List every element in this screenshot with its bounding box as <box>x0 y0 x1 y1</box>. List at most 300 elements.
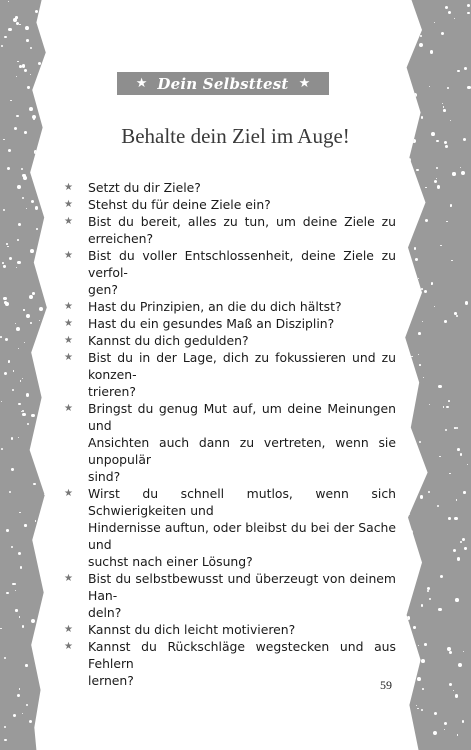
list-item-text <box>88 485 396 570</box>
splatter-speck <box>31 200 34 203</box>
splatter-speck <box>450 204 452 206</box>
list-item-line: Ansichten auch dann zu vertreten, wenn sie unpopulär <box>88 435 396 467</box>
splatter-speck <box>29 295 33 299</box>
star-bullet-icon: ★ <box>64 488 73 499</box>
splatter-speck <box>429 598 432 601</box>
list-item-line: Bist du selbstbewusst und überzeugt von deinem Han- <box>88 571 396 603</box>
splatter-speck <box>26 39 29 42</box>
splatter-speck <box>438 385 442 389</box>
splatter-speck <box>1 448 3 450</box>
splatter-speck <box>18 223 21 226</box>
list-item-line: Bist du in der Lage, dich zu fokussieren und zu konzen- <box>88 350 396 382</box>
splatter-speck <box>18 437 19 438</box>
splatter-speck <box>411 356 413 358</box>
splatter-speck <box>30 47 32 49</box>
splatter-speck <box>463 651 464 652</box>
list-item-line: Kannst du Rückschläge wegstecken und aus Fehlern <box>88 639 396 671</box>
splatter-speck <box>455 598 459 602</box>
star-bullet-icon: ★ <box>64 182 73 193</box>
list-item <box>64 332 396 349</box>
splatter-speck <box>462 538 465 541</box>
splatter-speck <box>44 424 46 426</box>
splatter-speck <box>416 169 418 171</box>
splatter-speck <box>35 206 38 209</box>
splatter-speck <box>447 87 449 89</box>
splatter-speck <box>15 609 17 611</box>
splatter-speck <box>455 694 459 698</box>
splatter-speck <box>16 22 19 25</box>
splatter-speck <box>420 495 423 498</box>
splatter-speck <box>11 468 13 470</box>
list-item-text <box>88 349 396 400</box>
splatter-speck <box>445 6 449 10</box>
splatter-speck <box>415 203 416 204</box>
list-item-text <box>88 196 396 213</box>
splatter-speck <box>17 239 19 241</box>
splatter-speck <box>450 120 451 121</box>
splatter-speck <box>464 67 467 70</box>
splatter-speck <box>38 375 41 378</box>
splatter-speck <box>419 43 423 47</box>
splatter-speck <box>30 74 31 75</box>
splatter-speck <box>6 592 8 594</box>
splatter-speck <box>433 731 437 735</box>
splatter-speck <box>442 103 443 104</box>
star-bullet-icon: ★ <box>64 573 73 584</box>
splatter-speck <box>9 491 11 493</box>
splatter-speck <box>17 185 21 189</box>
splatter-speck <box>9 257 12 260</box>
splatter-speck <box>42 80 44 82</box>
splatter-speck <box>454 18 455 19</box>
splatter-speck <box>415 258 418 261</box>
splatter-speck <box>48 608 50 610</box>
splatter-speck <box>22 413 25 416</box>
splatter-speck <box>440 245 441 246</box>
star-bullet-icon: ★ <box>64 216 73 227</box>
splatter-speck <box>446 221 448 223</box>
splatter-speck <box>41 109 44 112</box>
splatter-speck <box>439 456 441 458</box>
splatter-speck <box>438 608 441 611</box>
splatter-speck <box>460 167 461 168</box>
list-item-line: Bringst du genug Mut auf, um deine Meinungen und <box>88 401 396 433</box>
splatter-speck <box>44 506 46 508</box>
splatter-speck <box>460 541 462 543</box>
list-item-line: suchst nach einer Lösung? <box>88 554 253 569</box>
splatter-speck <box>36 228 38 230</box>
splatter-speck <box>37 337 38 338</box>
splatter-speck <box>424 290 427 293</box>
page-heading: Behalte dein Ziel im Auge! <box>121 124 350 148</box>
splatter-speck <box>425 187 426 188</box>
splatter-speck <box>403 621 407 625</box>
star-bullet-icon: ★ <box>64 250 73 261</box>
splatter-speck <box>454 517 457 520</box>
splatter-speck <box>434 22 435 23</box>
splatter-speck <box>457 557 460 560</box>
splatter-speck <box>24 69 27 72</box>
splatter-speck <box>45 642 49 646</box>
splatter-speck <box>407 237 410 240</box>
splatter-speck <box>24 524 26 526</box>
list-item-text <box>88 213 396 247</box>
splatter-speck <box>2 262 4 264</box>
list-item-text <box>88 638 396 689</box>
splatter-speck <box>16 76 17 77</box>
splatter-speck <box>12 583 14 585</box>
splatter-speck <box>32 115 36 119</box>
splatter-speck <box>410 89 413 92</box>
splatter-speck <box>431 282 433 284</box>
list-item <box>64 179 396 196</box>
splatter-speck <box>449 473 451 475</box>
splatter-speck <box>427 587 430 590</box>
list-item <box>64 570 396 621</box>
splatter-speck <box>437 505 439 507</box>
splatter-speck <box>403 257 406 260</box>
splatter-speck <box>402 557 403 558</box>
splatter-speck <box>422 321 423 322</box>
splatter-speck <box>17 694 20 697</box>
splatter-speck <box>467 4 470 7</box>
list-item-text <box>88 179 396 196</box>
list-item-line: Bist du bereit, alles zu tun, um deine Ziele zu erreichen? <box>88 214 396 246</box>
splatter-speck <box>464 547 466 549</box>
star-bullet-icon: ★ <box>64 403 73 414</box>
splatter-speck <box>467 12 470 15</box>
splatter-speck <box>460 453 462 455</box>
splatter-speck <box>448 11 451 14</box>
splatter-speck <box>412 111 414 113</box>
star-bullet-icon: ★ <box>64 352 73 363</box>
list-item-text <box>88 400 396 485</box>
splatter-speck <box>451 260 452 261</box>
list-item-text <box>88 247 396 298</box>
splatter-speck <box>4 372 7 375</box>
splatter-speck <box>421 116 424 119</box>
splatter-speck <box>38 62 41 65</box>
list-item-line: lernen? <box>88 673 134 688</box>
splatter-speck <box>456 499 457 500</box>
splatter-speck <box>13 714 16 717</box>
splatter-speck <box>33 483 35 485</box>
star-bullet-icon: ★ <box>64 335 73 346</box>
list-item-line: Kannst du dich gedulden? <box>88 333 249 348</box>
left-splatter-edge <box>0 0 52 750</box>
splatter-speck <box>424 470 427 473</box>
splatter-speck <box>15 16 18 19</box>
splatter-speck <box>0 336 2 338</box>
splatter-speck <box>7 246 8 247</box>
splatter-speck <box>26 704 29 707</box>
splatter-speck <box>35 520 36 521</box>
splatter-speck <box>418 354 419 355</box>
splatter-speck <box>45 14 48 17</box>
page-number: 59 <box>380 678 392 692</box>
star-bullet-icon: ★ <box>64 301 73 312</box>
splatter-speck <box>444 722 448 726</box>
splatter-speck <box>19 616 20 617</box>
splatter-speck <box>45 407 48 410</box>
splatter-speck <box>12 389 14 391</box>
splatter-speck <box>408 513 410 515</box>
splatter-speck <box>425 219 428 222</box>
splatter-speck <box>22 625 24 627</box>
star-bullet-icon: ★ <box>64 199 73 210</box>
splatter-speck <box>434 180 437 183</box>
section-banner-title: Dein Selbsttest <box>157 74 289 93</box>
splatter-speck <box>418 278 420 280</box>
splatter-speck <box>461 171 465 175</box>
splatter-speck <box>29 107 33 111</box>
splatter-speck <box>440 575 443 578</box>
splatter-speck <box>4 36 6 38</box>
list-item-text <box>88 570 396 621</box>
splatter-speck <box>457 448 460 451</box>
splatter-speck <box>44 494 45 495</box>
splatter-speck <box>443 109 446 112</box>
splatter-speck <box>18 403 20 405</box>
splatter-speck <box>444 320 447 323</box>
splatter-speck <box>448 400 450 402</box>
splatter-speck <box>27 423 29 425</box>
splatter-speck <box>22 64 26 68</box>
splatter-speck <box>43 171 46 174</box>
splatter-speck <box>445 429 447 431</box>
splatter-speck <box>30 249 34 253</box>
splatter-speck <box>11 546 13 548</box>
splatter-speck <box>430 50 434 54</box>
splatter-speck <box>405 93 407 95</box>
splatter-speck <box>20 380 22 382</box>
splatter-speck <box>458 663 462 667</box>
splatter-speck <box>16 327 20 331</box>
splatter-speck <box>8 360 10 362</box>
list-item <box>64 485 396 570</box>
splatter-speck <box>413 93 417 97</box>
splatter-speck <box>456 315 458 317</box>
splatter-speck <box>30 322 32 324</box>
splatter-speck <box>35 10 38 13</box>
splatter-speck <box>24 342 25 343</box>
list-item <box>64 315 396 332</box>
splatter-speck <box>416 705 417 706</box>
splatter-speck <box>6 243 8 245</box>
list-item-line: Setzt du dir Ziele? <box>88 180 201 195</box>
list-item <box>64 349 396 400</box>
splatter-speck <box>424 643 427 646</box>
splatter-speck <box>47 652 50 655</box>
splatter-speck <box>407 616 411 620</box>
splatter-speck <box>8 149 11 152</box>
list-item <box>64 638 396 689</box>
splatter-speck <box>4 657 6 659</box>
splatter-speck <box>462 720 465 723</box>
splatter-speck <box>421 709 423 711</box>
splatter-speck <box>467 464 468 465</box>
splatter-speck <box>25 664 27 666</box>
list-item-line: sind? <box>88 469 121 484</box>
splatter-speck <box>443 406 445 408</box>
splatter-speck <box>437 185 441 189</box>
splatter-speck <box>17 261 20 264</box>
list-item-line: gen? <box>88 282 118 297</box>
list-item-line: Hindernisse auftun, oder bleibst du bei der Sache und <box>88 520 396 552</box>
list-item-text <box>88 315 396 332</box>
splatter-speck <box>1 401 2 402</box>
splatter-speck <box>434 712 437 715</box>
splatter-speck <box>3 297 6 300</box>
splatter-speck <box>22 378 24 380</box>
splatter-speck <box>465 301 469 305</box>
list-item-line: trieren? <box>88 384 136 399</box>
splatter-speck <box>457 70 459 72</box>
splatter-speck <box>418 332 421 335</box>
splatter-speck <box>416 109 420 113</box>
splatter-speck <box>18 348 19 349</box>
splatter-speck <box>427 590 429 592</box>
splatter-speck <box>46 724 47 725</box>
splatter-speck <box>8 1 9 2</box>
splatter-speck <box>38 640 40 642</box>
splatter-speck <box>16 267 17 268</box>
splatter-speck <box>4 726 6 728</box>
splatter-speck <box>414 247 416 249</box>
list-item-line: Hast du Prinzipien, an die du dich hältst? <box>88 299 342 314</box>
list-item <box>64 298 396 315</box>
splatter-speck <box>457 734 459 736</box>
splatter-speck <box>26 208 27 209</box>
list-item <box>64 247 396 298</box>
section-banner <box>117 72 329 95</box>
splatter-speck <box>449 651 452 654</box>
splatter-speck <box>43 440 44 441</box>
splatter-speck <box>407 158 411 162</box>
splatter-speck <box>11 437 14 440</box>
splatter-speck <box>443 106 445 108</box>
splatter-speck <box>423 377 424 378</box>
list-item <box>64 400 396 485</box>
splatter-speck <box>19 24 21 26</box>
splatter-speck <box>429 404 430 405</box>
splatter-speck <box>5 338 8 341</box>
splatter-speck <box>23 176 27 180</box>
splatter-speck <box>19 688 20 689</box>
star-icon: ★ <box>298 76 311 91</box>
splatter-speck <box>47 661 49 663</box>
splatter-speck <box>45 462 46 463</box>
splatter-speck <box>0 628 2 630</box>
star-icon: ★ <box>135 76 148 91</box>
splatter-speck <box>421 479 422 480</box>
splatter-speck <box>29 720 32 723</box>
splatter-speck <box>409 530 413 534</box>
splatter-speck <box>8 28 11 31</box>
splatter-speck <box>420 35 422 37</box>
splatter-speck <box>419 441 421 443</box>
splatter-speck <box>31 414 34 417</box>
splatter-speck <box>43 438 45 440</box>
splatter-speck <box>22 197 24 199</box>
splatter-speck <box>18 552 21 555</box>
splatter-speck <box>32 292 35 295</box>
splatter-speck <box>436 167 438 169</box>
splatter-speck <box>15 590 17 592</box>
splatter-speck <box>410 639 413 642</box>
splatter-speck <box>39 307 43 311</box>
splatter-speck <box>1 45 3 47</box>
splatter-speck <box>467 86 470 89</box>
splatter-speck <box>406 120 408 122</box>
splatter-speck <box>27 86 29 88</box>
splatter-speck <box>417 708 419 710</box>
splatter-speck <box>6 529 9 532</box>
splatter-speck <box>4 739 6 741</box>
splatter-speck <box>413 626 416 629</box>
splatter-speck <box>36 98 38 100</box>
splatter-speck <box>21 168 23 170</box>
splatter-speck <box>46 285 50 289</box>
splatter-speck <box>434 306 436 308</box>
list-item-line: Kannst du dich leicht motivieren? <box>88 622 296 637</box>
splatter-speck <box>406 450 409 453</box>
splatter-speck <box>31 619 35 623</box>
splatter-speck <box>444 729 445 730</box>
splatter-speck <box>453 549 456 552</box>
splatter-speck <box>463 491 465 493</box>
splatter-speck <box>17 61 18 62</box>
splatter-speck <box>448 517 451 520</box>
question-list <box>64 179 396 689</box>
splatter-speck <box>421 288 423 290</box>
splatter-speck <box>446 406 449 409</box>
splatter-speck <box>441 32 444 35</box>
splatter-speck <box>25 26 29 30</box>
splatter-speck <box>428 491 430 493</box>
splatter-speck <box>452 172 455 175</box>
splatter-speck <box>22 713 23 714</box>
splatter-speck <box>34 150 37 153</box>
star-bullet-icon: ★ <box>64 624 73 635</box>
splatter-speck <box>405 659 408 662</box>
list-item-line: Hast du ein gesundes Maß an Disziplin? <box>88 316 335 331</box>
list-item <box>64 213 396 247</box>
splatter-speck <box>13 370 14 371</box>
splatter-speck <box>401 431 402 432</box>
star-bullet-icon: ★ <box>64 641 73 652</box>
splatter-speck <box>7 167 10 170</box>
list-item-line: Wirst du schnell mutlos, wenn sich Schwierigkeiten und <box>88 486 396 518</box>
list-item <box>64 196 396 213</box>
splatter-speck <box>419 364 421 366</box>
splatter-speck <box>19 512 21 514</box>
splatter-speck <box>456 427 458 429</box>
splatter-speck <box>26 393 29 396</box>
splatter-speck <box>3 265 5 267</box>
splatter-speck <box>418 645 419 646</box>
list-item <box>64 621 396 638</box>
splatter-speck <box>417 677 421 681</box>
splatter-speck <box>421 604 424 607</box>
splatter-speck <box>26 314 30 318</box>
star-bullet-icon: ★ <box>64 318 73 329</box>
splatter-speck <box>5 302 9 306</box>
list-item-line: Stehst du für deine Ziele ein? <box>88 197 271 212</box>
splatter-speck <box>10 100 11 101</box>
splatter-speck <box>413 220 414 221</box>
list-item-line: deln? <box>88 605 122 620</box>
